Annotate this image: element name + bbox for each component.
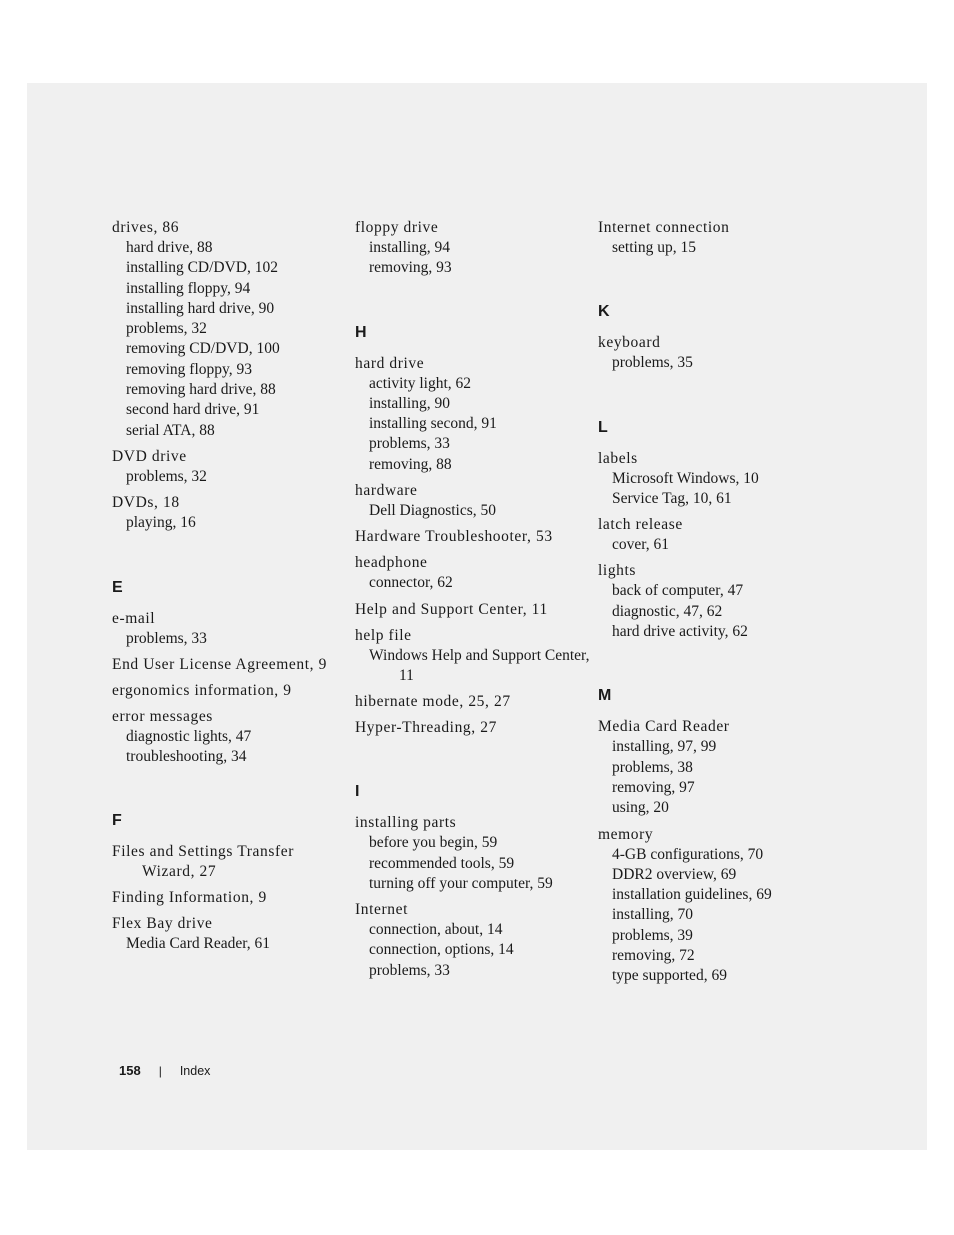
index-term: headphone bbox=[355, 554, 428, 572]
index-subentry: installing, 90 bbox=[369, 394, 450, 412]
index-subentry: type supported, 69 bbox=[612, 967, 727, 985]
index-subentry: removing hard drive, 88 bbox=[126, 381, 276, 399]
index-subentry: activity light, 62 bbox=[369, 374, 472, 392]
index-term: Internet connection bbox=[598, 219, 730, 236]
index-subentry: installing CD/DVD, 102 bbox=[126, 259, 278, 277]
index-letter-heading: I bbox=[355, 783, 360, 801]
index-term: help file bbox=[355, 626, 412, 644]
index-term: floppy drive bbox=[355, 219, 439, 236]
index-subentry: Windows Help and Support Center, 11 bbox=[369, 646, 590, 684]
index-entry bbox=[355, 813, 590, 894]
index-term: End User License Agreement, 9 bbox=[112, 655, 327, 673]
index-subentries bbox=[598, 581, 833, 642]
index-term: ergonomics information, 9 bbox=[112, 681, 292, 699]
index-term: hibernate mode, 25, 27 bbox=[355, 693, 511, 711]
index-term: drives, 86 bbox=[112, 219, 180, 236]
index-subentry: problems, 33 bbox=[369, 961, 450, 979]
index-subentry: removing, 72 bbox=[612, 947, 695, 965]
index-term: lights bbox=[598, 562, 637, 580]
index-subentry: removing, 97 bbox=[612, 778, 695, 796]
index-subentry: troubleshooting, 34 bbox=[126, 748, 247, 766]
index-column-3 bbox=[598, 218, 833, 993]
index-subentry: connection, about, 14 bbox=[369, 921, 503, 939]
index-entry bbox=[355, 553, 590, 593]
index-entry bbox=[112, 888, 347, 908]
index-entry bbox=[112, 914, 347, 954]
index-subentry: removing, 88 bbox=[369, 455, 452, 473]
index-subentries bbox=[355, 238, 590, 279]
index-subentry: cover, 61 bbox=[612, 536, 670, 554]
index-term: Finding Information, 9 bbox=[112, 889, 267, 907]
index-entry bbox=[355, 692, 590, 712]
index-subentry: removing floppy, 93 bbox=[126, 360, 252, 378]
page-footer bbox=[119, 1063, 210, 1078]
index-entry bbox=[112, 842, 347, 882]
index-subentries bbox=[112, 513, 347, 533]
index-entry bbox=[355, 600, 590, 620]
index-subentries bbox=[112, 727, 347, 768]
index-subentry: diagnostic lights, 47 bbox=[126, 727, 252, 745]
index-subentry: problems, 32 bbox=[126, 320, 207, 338]
index-term: Flex Bay drive bbox=[112, 915, 213, 933]
index-entry bbox=[112, 609, 347, 649]
index-entry bbox=[355, 354, 590, 475]
index-subentry: installation guidelines, 69 bbox=[612, 886, 772, 904]
index-subentry: serial ATA, 88 bbox=[126, 421, 215, 439]
index-subentry: installing, 97, 99 bbox=[612, 738, 717, 756]
index-entry bbox=[598, 449, 833, 510]
index-term: hard drive bbox=[355, 354, 425, 372]
index-subentries bbox=[112, 467, 347, 487]
index-subentry: installing hard drive, 90 bbox=[126, 299, 275, 317]
index-subentry: installing, 94 bbox=[369, 239, 450, 256]
index-subentry: problems, 38 bbox=[612, 758, 693, 776]
index-subentry: hard drive, 88 bbox=[126, 239, 213, 256]
index-letter-heading: H bbox=[355, 323, 367, 341]
index-term: Internet bbox=[355, 901, 408, 919]
index-subentries bbox=[355, 501, 590, 521]
index-subentry: problems, 39 bbox=[612, 926, 693, 944]
index-term: memory bbox=[598, 825, 654, 843]
index-subentry: Dell Diagnostics, 50 bbox=[369, 502, 496, 520]
index-subentry: setting up, 15 bbox=[612, 239, 696, 256]
index-subentry: connection, options, 14 bbox=[369, 941, 514, 959]
index-subentry: removing CD/DVD, 100 bbox=[126, 340, 280, 358]
index-letter-heading: E bbox=[112, 578, 123, 596]
index-subentry: Media Card Reader, 61 bbox=[126, 935, 270, 953]
index-entry bbox=[112, 681, 347, 701]
index-entry bbox=[598, 825, 833, 987]
index-term: DVDs, 18 bbox=[112, 494, 180, 512]
index-entry bbox=[112, 218, 347, 441]
index-subentries bbox=[355, 920, 590, 981]
index-entry bbox=[598, 218, 833, 258]
index-subentry: playing, 16 bbox=[126, 514, 196, 532]
index-subentry: problems, 35 bbox=[612, 354, 693, 372]
index-subentries bbox=[355, 374, 590, 475]
index-entry bbox=[355, 527, 590, 547]
index-entry bbox=[598, 333, 833, 373]
index-subentry: second hard drive, 91 bbox=[126, 401, 260, 419]
index-entry bbox=[355, 481, 590, 521]
index-subentry: installing floppy, 94 bbox=[126, 279, 251, 297]
index-subentries bbox=[112, 238, 347, 441]
index-entry bbox=[598, 515, 833, 555]
index-term: error messages bbox=[112, 707, 213, 725]
index-letter-heading: M bbox=[598, 687, 612, 705]
index-subentries bbox=[598, 737, 833, 818]
index-subentry: installing second, 91 bbox=[369, 415, 497, 433]
index-subentry: problems, 33 bbox=[126, 629, 207, 647]
index-term: labels bbox=[598, 449, 638, 467]
index-subentry: turning off your computer, 59 bbox=[369, 874, 553, 892]
index-entry bbox=[355, 626, 590, 687]
footer-separator: | bbox=[158, 1063, 162, 1078]
index-subentry: recommended tools, 59 bbox=[369, 854, 515, 872]
index-entry bbox=[598, 717, 833, 818]
index-subentries bbox=[598, 238, 833, 258]
index-subentry: back of computer, 47 bbox=[612, 582, 744, 600]
index-term: Help and Support Center, 11 bbox=[355, 600, 548, 618]
index-subentry: removing, 93 bbox=[369, 259, 452, 277]
index-term: hardware bbox=[355, 482, 418, 500]
footer-section-title: Index bbox=[179, 1063, 211, 1078]
index-subentry: problems, 33 bbox=[369, 435, 450, 453]
index-entry bbox=[355, 900, 590, 981]
index-column-1 bbox=[112, 218, 347, 961]
index-term: Media Card Reader bbox=[598, 718, 730, 736]
index-subentry: problems, 32 bbox=[126, 467, 207, 485]
index-term: Hyper-Threading, 27 bbox=[355, 719, 497, 737]
index-subentries bbox=[598, 353, 833, 373]
index-subentries bbox=[112, 934, 347, 954]
index-term: Hardware Troubleshooter, 53 bbox=[355, 528, 553, 546]
index-subentry: DDR2 overview, 69 bbox=[612, 865, 737, 883]
index-subentry: before you begin, 59 bbox=[369, 834, 498, 852]
index-subentry: connector, 62 bbox=[369, 574, 453, 592]
index-entry bbox=[112, 447, 347, 487]
index-column-2 bbox=[355, 218, 590, 987]
index-term: DVD drive bbox=[112, 447, 187, 465]
index-term: installing parts bbox=[355, 814, 457, 832]
index-subentries bbox=[355, 646, 590, 687]
index-entry bbox=[112, 655, 347, 675]
index-subentry: installing, 70 bbox=[612, 906, 693, 924]
index-term: Files and Settings Transfer Wizard, 27 bbox=[112, 843, 294, 881]
index-entry bbox=[355, 718, 590, 738]
index-term: latch release bbox=[598, 516, 683, 534]
index-entry bbox=[112, 707, 347, 768]
index-subentry: hard drive activity, 62 bbox=[612, 623, 748, 641]
index-page bbox=[27, 83, 927, 1150]
index-subentries bbox=[598, 469, 833, 510]
index-subentries bbox=[355, 833, 590, 894]
index-subentries bbox=[355, 573, 590, 593]
index-subentry: using, 20 bbox=[612, 799, 669, 817]
index-subentry: 4-GB configurations, 70 bbox=[612, 845, 764, 863]
index-subentries bbox=[112, 629, 347, 649]
index-letter-heading: K bbox=[598, 303, 610, 321]
index-subentry: Microsoft Windows, 10 bbox=[612, 469, 759, 487]
index-subentries bbox=[598, 845, 833, 987]
index-subentry: Service Tag, 10, 61 bbox=[612, 489, 732, 507]
index-letter-heading: L bbox=[598, 418, 608, 436]
index-entry bbox=[112, 493, 347, 533]
index-entry bbox=[598, 561, 833, 642]
page-number: 158 bbox=[119, 1063, 141, 1078]
index-subentries bbox=[598, 535, 833, 555]
index-term: keyboard bbox=[598, 334, 661, 352]
index-term: e-mail bbox=[112, 609, 156, 627]
index-entry bbox=[355, 218, 590, 279]
index-letter-heading: F bbox=[112, 812, 122, 830]
index-subentry: diagnostic, 47, 62 bbox=[612, 602, 723, 620]
